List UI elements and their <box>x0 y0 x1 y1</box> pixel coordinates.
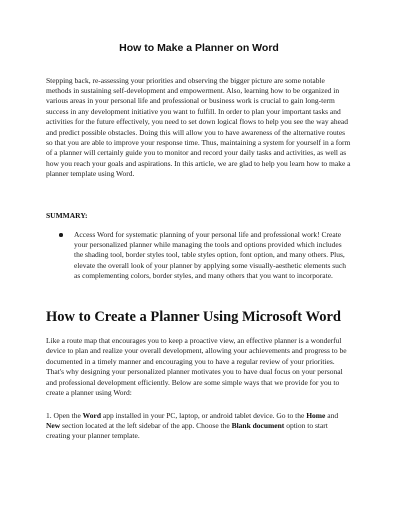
step-1-text: 1. Open the <box>46 410 83 420</box>
summary-list <box>46 230 352 282</box>
step-1-text: app installed in your PC, laptop, or android tablet device. Go to the <box>101 410 307 420</box>
summary-label: SUMMARY: <box>46 210 88 220</box>
summary-bullet-text: Access Word for systematic planning of your personal life and professional work! Create your personalized planner while managing the tools and options provided which includes the shading tool, border styles tool, table styles option, font option, and many others. Plus, elevate the overall look of your planner by applying some visually-aesthetic elements such as complementing colors, border styles, and many others that you want to incorporate. <box>74 229 346 281</box>
bullet-dot-icon <box>59 233 63 237</box>
section-intro-paragraph: Like a route map that encourages you to keep a proactive view, an effective planner is a wonderful device to plan and realize your overall development, allowing your achievements and progress to be documented in a timely manner and encouraging you to have a regular review of your priorities. That's why designing your personalized planner motivates you to have dual focus on your personal and professional development efficiently. Below are some simple ways that we provide for you to create a planner using Word: <box>46 336 347 398</box>
step-1-word-emphasis: Word <box>82 410 102 420</box>
step-1-home-emphasis: Home <box>306 410 326 420</box>
step-1-text: option to start creating your planner template. <box>46 420 328 441</box>
step-1-new-emphasis: New <box>46 420 61 430</box>
step-1-text: and <box>325 410 339 420</box>
intro-paragraph: Stepping back, re-assessing your priorities and observing the bigger picture are some notable methods in sustaining self-development and empowerment. Also, learning how to be organized in various areas in your personal life and professional or business work is crucial to gain long-term success in any development initiative you want to fulfill. In order to plan your important tasks and activities for the future effectively, you need to set down logical flows to help you see the way ahead and predict possible obstacles. Doing this will allow you to have awareness of the alternative routes so that you are able to improve your response time. Thus, maintaining a system for yourself in a form of a planner will certainly guide you to monitor and record your daily tasks and activities, as well as how you reach your goals and aspirations. In this article, we are glad to help you learn how to make a planner template using Word. <box>46 75 351 179</box>
step-1-text: section located at the left sidebar of the app. Choose the <box>60 420 232 430</box>
document-title: How to Make a Planner on Word <box>119 42 279 54</box>
summary-bullet-item <box>46 230 352 282</box>
section-heading: How to Create a Planner Using Microsoft Word <box>46 308 341 325</box>
step-1-blank-document-emphasis: Blank document <box>231 420 285 430</box>
step-1-paragraph <box>46 411 352 442</box>
